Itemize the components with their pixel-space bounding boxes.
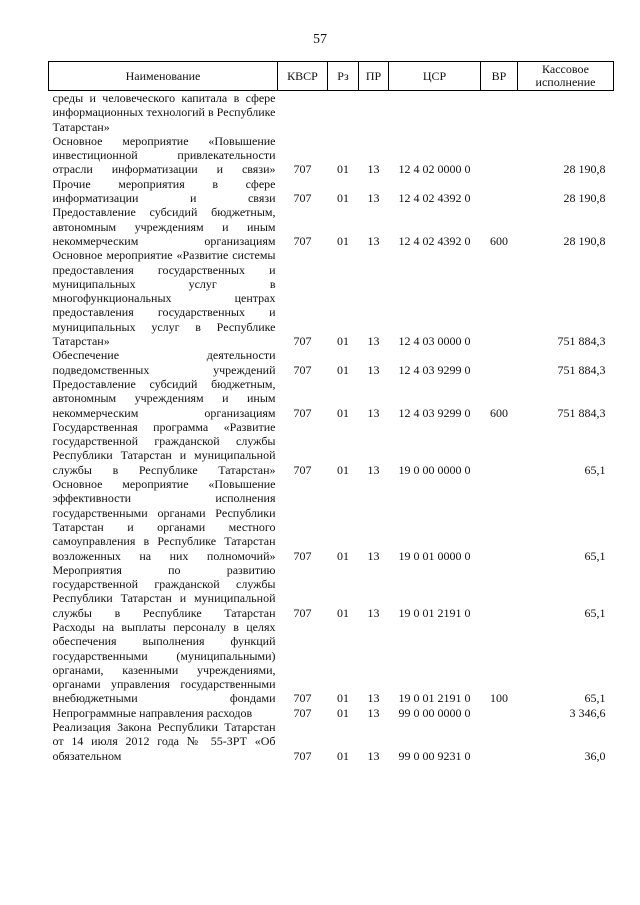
row-pr: 13	[367, 405, 380, 420]
row-vr	[481, 348, 518, 377]
row-name: Реализация Закона Республики Татарстан от 14 июля 2012 года № 55-ЗРТ «Об обязательном	[52, 720, 276, 763]
table-row	[49, 420, 614, 477]
row-amount	[518, 91, 614, 134]
row-pr: 13	[367, 605, 380, 620]
table-row	[49, 620, 614, 706]
row-rz: 01	[337, 748, 349, 763]
table-row	[49, 205, 614, 248]
row-vr	[481, 134, 518, 177]
row-amount: 751 884,3	[557, 405, 606, 420]
header-csr: ЦСР	[389, 62, 481, 91]
row-amount: 28 190,8	[563, 191, 606, 206]
header-name: Наименование	[49, 62, 278, 91]
table-row	[49, 348, 614, 377]
row-name: Расходы на выплаты персоналу в целях обеспечения выполнения функций государственными (муниципальными) органами, казенными учреждениями, органами управления государственными внебюджетными фондами	[52, 619, 276, 706]
table-row	[49, 248, 614, 348]
row-pr: 13	[367, 705, 380, 720]
row-name: Непрограммные направления расходов	[52, 705, 253, 720]
table-row	[49, 563, 614, 620]
row-rz: 01	[337, 605, 349, 620]
row-csr: 99 0 00 0000 0	[398, 705, 471, 720]
row-csr: 12 4 03 0000 0	[398, 334, 471, 349]
row-amount: 28 190,8	[563, 233, 606, 248]
row-name: Государственная программа «Развитие государственной гражданской службы Республики Татарстан и муниципальной службы в Республике Татарстан»	[52, 419, 276, 477]
table-row	[49, 177, 614, 206]
row-pr: 13	[367, 462, 380, 477]
row-kvsr: 707	[293, 605, 312, 620]
row-pr: 13	[367, 233, 380, 248]
row-vr	[481, 177, 518, 206]
row-vr	[481, 420, 518, 477]
row-vr: 600	[490, 233, 508, 248]
table-header-row	[49, 62, 614, 91]
row-pr: 13	[367, 548, 380, 563]
row-amount: 36,0	[584, 748, 606, 763]
row-name: Обеспечение деятельности подведомственных учреждений	[52, 348, 276, 377]
row-vr: 600	[490, 405, 508, 420]
header-kvsr: КВСР	[278, 62, 328, 91]
row-vr	[481, 720, 518, 763]
row-vr	[481, 477, 518, 563]
header-vr: ВР	[481, 62, 518, 91]
row-amount: 65,1	[584, 691, 606, 706]
row-kvsr: 707	[293, 705, 312, 720]
table-row	[49, 91, 614, 134]
row-kvsr: 707	[293, 191, 312, 206]
row-kvsr: 707	[293, 548, 312, 563]
header-amount: Кассовое исполнение	[518, 62, 614, 91]
header-pr: ПР	[359, 62, 389, 91]
row-pr: 13	[367, 191, 380, 206]
row-name: Предоставление субсидий бюджетным, автономным учреждениям и иным некоммерческим организациям	[52, 205, 276, 248]
row-name: Основное мероприятие «Повышение эффективности исполнения государственными органами Республики Татарстан и органами местного самоуправления в Республике Татарстан возложенных на них полномочий»	[52, 477, 276, 563]
row-kvsr: 707	[293, 362, 312, 377]
row-name: Предоставление субсидий бюджетным, автономным учреждениям и иным некоммерческим организациям	[52, 376, 276, 420]
row-rz: 01	[337, 362, 349, 377]
row-kvsr: 707	[293, 462, 312, 477]
row-name: Основное мероприятие «Развитие системы предоставления государственных и муниципальных услуг в многофункциональных центрах предоставления государственных и муниципальных услуг в Республике Татарстан»	[52, 248, 276, 349]
row-vr	[481, 706, 518, 720]
row-kvsr: 707	[293, 405, 312, 420]
row-amount: 65,1	[584, 462, 606, 477]
row-pr	[359, 91, 389, 134]
row-name: Мероприятия по развитию государственной гражданской службы Республики Татарстан и муниципальной службы в Республике Татарстан	[52, 562, 276, 620]
row-vr	[481, 91, 518, 134]
header-rz: Рз	[328, 62, 359, 91]
row-amount: 65,1	[584, 605, 606, 620]
row-amount: 3 346,6	[569, 705, 606, 720]
row-kvsr: 707	[293, 748, 312, 763]
row-kvsr: 707	[293, 334, 312, 349]
row-csr	[389, 91, 481, 134]
row-name: Прочие мероприятия в сфере информатизации и связи	[52, 176, 276, 206]
row-csr: 12 4 03 9299 0	[398, 362, 471, 377]
row-kvsr	[278, 91, 328, 134]
row-rz: 01	[337, 334, 349, 349]
row-name: Основное мероприятие «Повышение инвестиционной привлекательности отрасли информатизации и связи»	[52, 133, 276, 177]
table-row	[49, 134, 614, 177]
row-rz: 01	[337, 705, 349, 720]
row-rz	[328, 91, 359, 134]
row-csr: 19 0 00 0000 0	[398, 462, 471, 477]
row-csr: 12 4 03 9299 0	[398, 405, 471, 420]
row-rz: 01	[337, 162, 349, 177]
row-csr: 12 4 02 4392 0	[398, 191, 471, 206]
row-name: среды и человеческого капитала в сфере информационных технологий в Республике Татарстан»	[52, 91, 276, 134]
row-rz: 01	[337, 405, 349, 420]
row-kvsr: 707	[293, 233, 312, 248]
page-number: 57	[313, 32, 327, 47]
row-pr: 13	[367, 334, 380, 349]
row-vr: 100	[490, 691, 508, 706]
row-amount: 65,1	[584, 548, 606, 563]
row-vr	[481, 248, 518, 348]
row-rz: 01	[337, 233, 349, 248]
row-pr: 13	[367, 691, 380, 706]
row-amount: 751 884,3	[557, 334, 606, 349]
row-csr: 12 4 02 0000 0	[398, 162, 471, 177]
table-row	[49, 720, 614, 763]
row-vr	[481, 563, 518, 620]
table-row	[49, 477, 614, 563]
budget-table	[48, 61, 614, 763]
row-csr: 19 0 01 2191 0	[398, 691, 471, 706]
table-row	[49, 706, 614, 720]
row-csr: 19 0 01 2191 0	[398, 605, 471, 620]
row-kvsr: 707	[293, 691, 312, 706]
row-rz: 01	[337, 691, 349, 706]
row-csr: 12 4 02 4392 0	[398, 233, 471, 248]
row-rz: 01	[337, 191, 349, 206]
row-rz: 01	[337, 548, 349, 563]
row-pr: 13	[367, 162, 380, 177]
table-row	[49, 377, 614, 420]
row-pr: 13	[367, 748, 380, 763]
row-amount: 751 884,3	[557, 362, 606, 377]
row-amount: 28 190,8	[563, 162, 606, 177]
row-csr: 99 0 00 9231 0	[398, 748, 471, 763]
row-rz: 01	[337, 462, 349, 477]
row-csr: 19 0 01 0000 0	[398, 548, 471, 563]
row-pr: 13	[367, 362, 380, 377]
row-kvsr: 707	[293, 162, 312, 177]
